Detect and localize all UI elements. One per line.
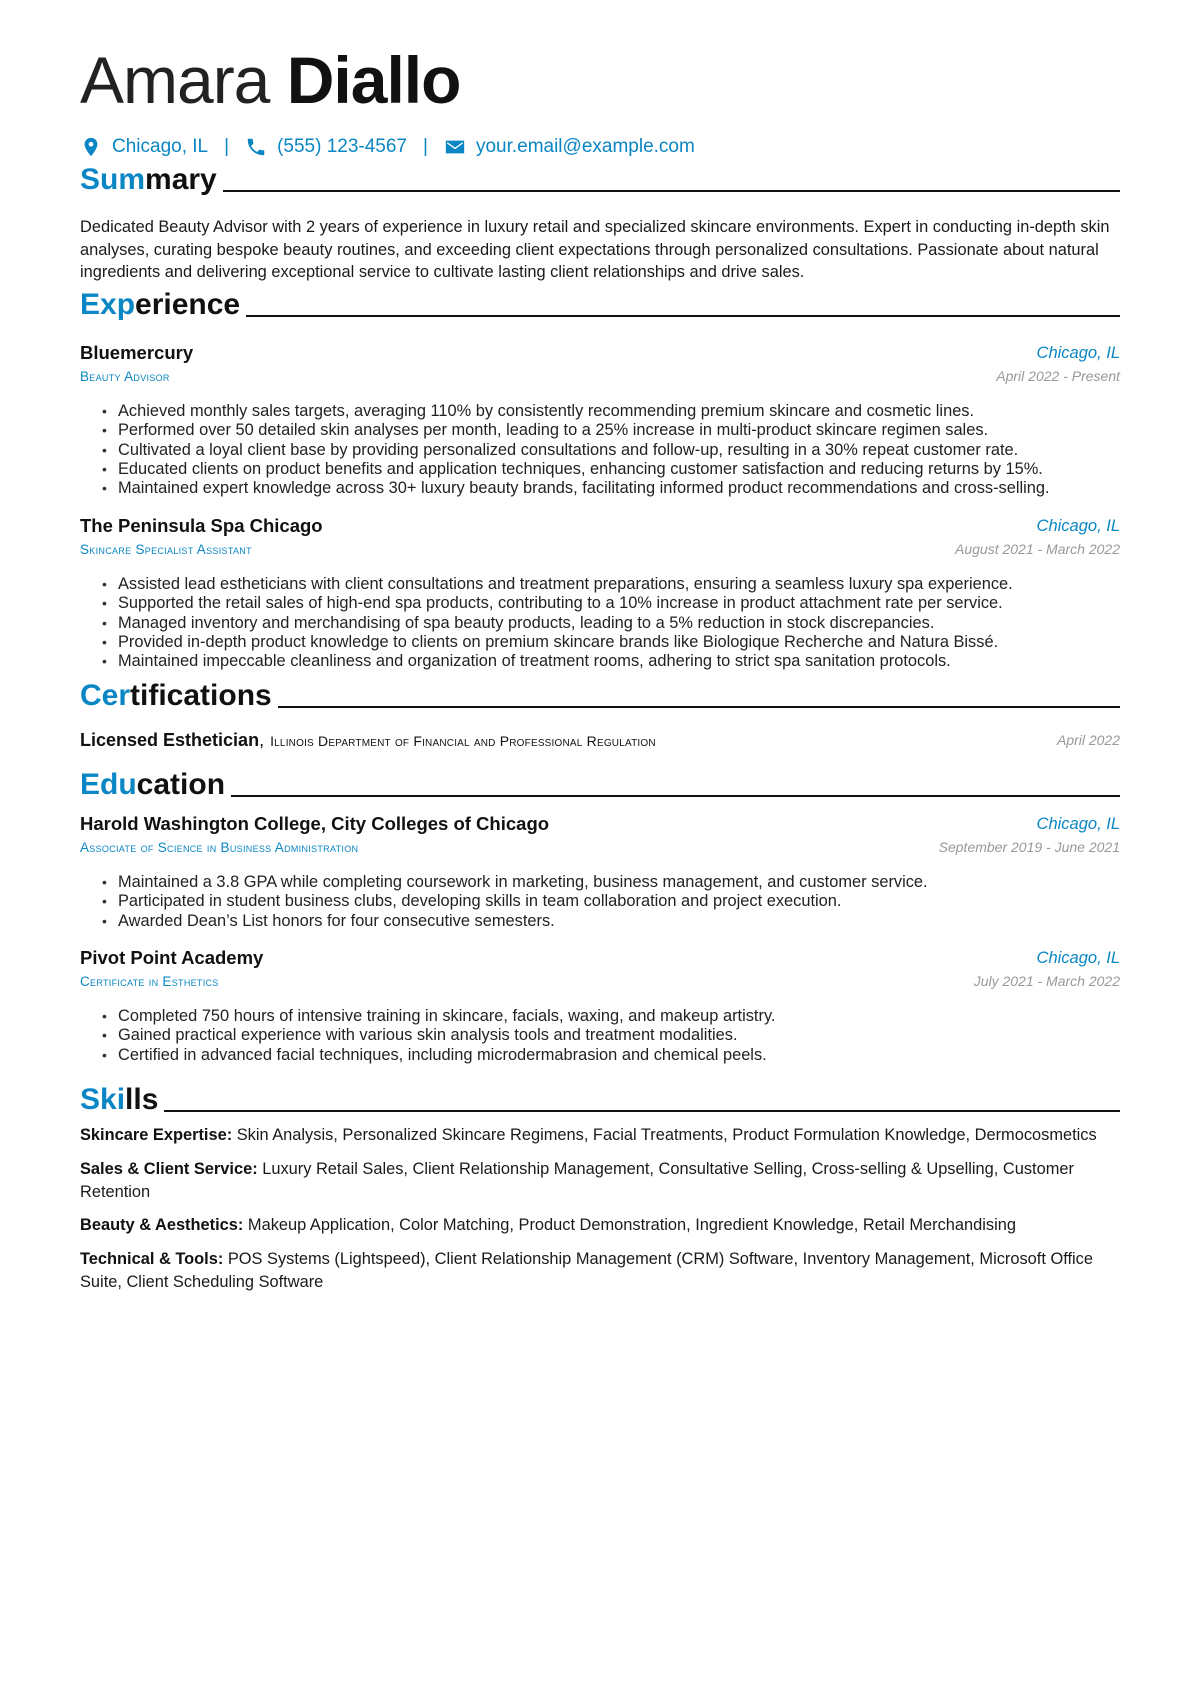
list-item: • Provided in-depth product knowledge to clients on premium skincare brands like Biologique Recherche and Natura Bissé. [118, 633, 1120, 652]
first-name: Amara [80, 43, 270, 117]
certification-date: April 2022 [1056, 732, 1120, 748]
summary-heading [80, 158, 1120, 198]
list-item: • Participated in student business clubs, developing skills in team collaboration and project execution. [118, 892, 1120, 911]
section-rule [278, 706, 1120, 708]
skill-group [80, 1158, 1120, 1203]
section-title: Certifications [80, 679, 272, 712]
section-rule [164, 1110, 1120, 1112]
skill-values: POS Systems (Lightspeed), Client Relationship Management (CRM) Software, Inventory Management, Microsoft Office Suite, Client Scheduling Software [80, 1250, 1093, 1291]
skill-values: Luxury Retail Sales, Client Relationship Management, Consultative Selling, Cross-selling & Upselling, Customer Retention [80, 1160, 1074, 1201]
list-item: • Performed over 50 detailed skin analyses per month, leading to a 25% increase in multi-product skincare regimen sales. [118, 421, 1120, 440]
job-bullets [80, 402, 1120, 498]
summary-text: Dedicated Beauty Advisor with 2 years of experience in luxury retail and specialized skincare environments. Expert in conducting in-depth skin analyses, curating bespoke beauty routines, and exceeding client expectations through personalized consultations. Passionate about natural ingredients and delivering exceptional service to cultivate lasting client relationships and drive sales. [80, 218, 1110, 281]
phone-text: (555) 123-4567 [277, 136, 407, 157]
degree-title: Associate of Science in Business Administration [80, 840, 359, 855]
skill-group [80, 1214, 1120, 1237]
job-dates: April 2022 - Present [996, 368, 1120, 384]
school-name: Pivot Point Academy [80, 947, 264, 968]
list-item: • Maintained impeccable cleanliness and organization of treatment rooms, adhering to strict spa sanitation protocols. [118, 652, 1120, 671]
section-rule [231, 795, 1120, 797]
school-location: Chicago, IL [1036, 815, 1120, 833]
school-location: Chicago, IL [1036, 949, 1120, 967]
skill-label: Sales & Client Service: [80, 1160, 258, 1178]
skill-values: Makeup Application, Color Matching, Product Demonstration, Ingredient Knowledge, Retail Merchandising [247, 1216, 1016, 1234]
education-dates: July 2021 - March 2022 [973, 973, 1120, 989]
list-item: • Awarded Dean’s List honors for four consecutive semesters. [118, 912, 1120, 931]
education-heading [80, 763, 1120, 803]
map-pin-icon [80, 136, 102, 158]
contact-separator: | [224, 136, 230, 157]
phone-icon [245, 136, 267, 158]
skills-heading [80, 1078, 1120, 1118]
list-item: • Gained practical experience with various skin analysis tools and treatment modalities. [118, 1026, 1120, 1045]
education-bullets [80, 1007, 1120, 1065]
certification-name: Licensed Esthetician [80, 730, 260, 750]
last-name: Diallo [286, 43, 461, 117]
employer-location: Chicago, IL [1036, 517, 1120, 535]
candidate-name [80, 40, 460, 120]
section-title: Summary [80, 163, 217, 196]
contact-phone[interactable] [245, 136, 407, 158]
certifications-heading [80, 674, 1120, 714]
list-item: • Completed 750 hours of intensive training in skincare, facials, waxing, and makeup artistry. [118, 1007, 1120, 1026]
list-item: • Certified in advanced facial techniques, including microdermabrasion and chemical peels. [118, 1046, 1120, 1065]
section-title: Skills [80, 1083, 159, 1116]
list-item: • Educated clients on product benefits and application techniques, enhancing customer satisfaction and reducing returns by 15%. [118, 460, 1120, 479]
list-item: • Supported the retail sales of high-end spa products, contributing to a 10% increase in product attachment rate per service. [118, 594, 1120, 613]
skill-values: Skin Analysis, Personalized Skincare Regimens, Facial Treatments, Product Formulation Knowledge, Dermocosmetics [236, 1126, 1097, 1144]
job-bullets [80, 575, 1120, 671]
contact-separator: | [423, 136, 428, 157]
section-title: Experience [80, 288, 241, 321]
skill-group [80, 1124, 1120, 1147]
job-title: Skincare Specialist Assistant [80, 542, 252, 557]
experience-heading [80, 283, 1120, 323]
contact-email[interactable] [444, 136, 695, 158]
list-item: • Assisted lead estheticians with client consultations and treatment preparations, ensuring a seamless luxury spa experience. [118, 575, 1120, 594]
contact-location [80, 136, 208, 158]
school-name: Harold Washington College, City Colleges of Chicago [80, 813, 550, 834]
list-item: • Maintained expert knowledge across 30+ luxury beauty brands, facilitating informed product recommendations and cross-selling. [118, 479, 1120, 498]
list-item: • Achieved monthly sales targets, averaging 110% by consistently recommending premium skincare and cosmetic lines. [118, 402, 1120, 421]
location-text: Chicago, IL [112, 136, 209, 157]
education-bullets [80, 873, 1120, 931]
employer-location: Chicago, IL [1036, 344, 1120, 362]
skill-label: Technical & Tools: [80, 1250, 224, 1268]
section-title: Education [80, 768, 226, 801]
employer-name: Bluemercury [80, 342, 194, 363]
skill-group [80, 1248, 1120, 1293]
section-rule [246, 315, 1120, 317]
list-item: • Managed inventory and merchandising of spa beauty products, leading to a 5% reduction in stock discrepancies. [118, 614, 1120, 633]
envelope-icon [444, 136, 466, 158]
list-item: • Cultivated a loyal client base by providing personalized consultations and follow-up, resulting in a 30% repeat customer rate. [118, 441, 1120, 460]
certification-item: Licensed Esthetician, Illinois Department of Financial and Professional Regulation April 2022 [80, 730, 1120, 750]
degree-title: Certificate in Esthetics [80, 974, 219, 989]
list-item: • Maintained a 3.8 GPA while completing coursework in marketing, business management, and customer service. [118, 873, 1120, 892]
skill-label: Beauty & Aesthetics: [80, 1216, 244, 1234]
section-rule [223, 190, 1120, 192]
email-link[interactable]: your.email@example.com [475, 136, 695, 157]
skill-label: Skincare Expertise: [80, 1126, 233, 1144]
education-dates: September 2019 - June 2021 [938, 839, 1120, 855]
job-title: Beauty Advisor [80, 369, 170, 384]
certification-issuer: Illinois Department of Financial and Professional Regulation [270, 733, 656, 749]
job-dates: August 2021 - March 2022 [955, 541, 1120, 557]
employer-name: The Peninsula Spa Chicago [80, 515, 323, 536]
